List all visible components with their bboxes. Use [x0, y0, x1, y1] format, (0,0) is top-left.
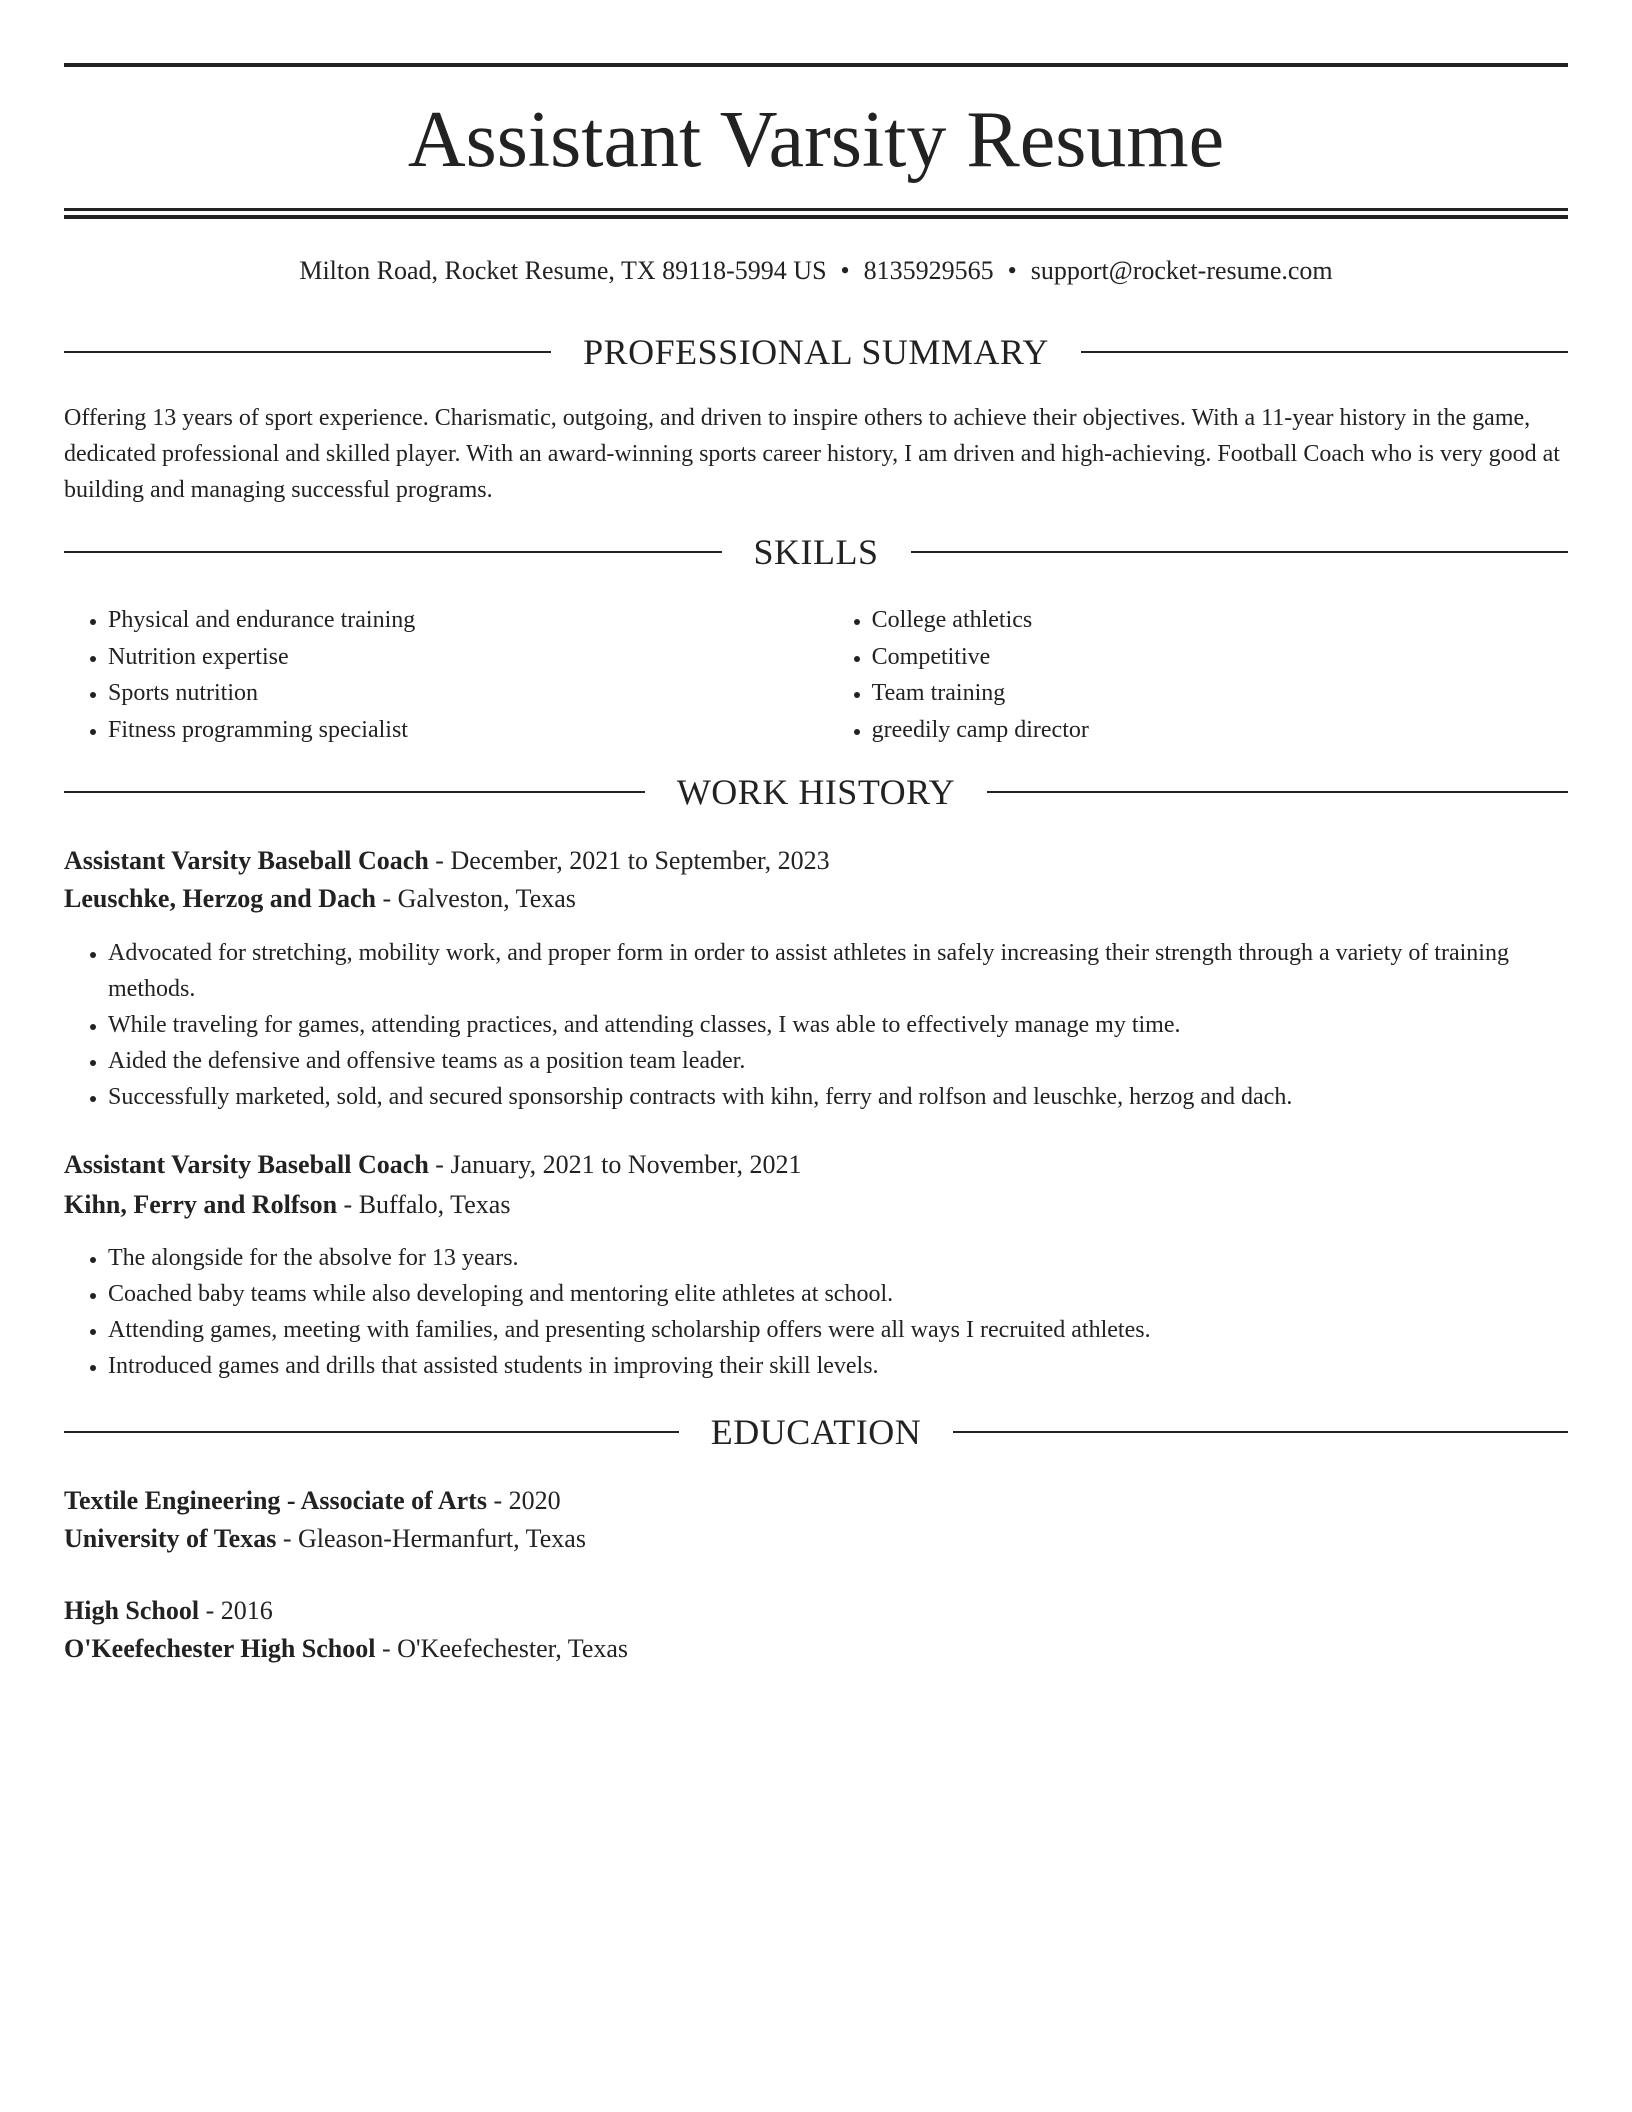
dash: -	[428, 846, 451, 875]
skill-item: • Fitness programming specialist	[108, 712, 828, 749]
job-location: Buffalo, Texas	[358, 1190, 511, 1219]
dash: -	[375, 1634, 398, 1663]
contact-email: support@rocket-resume.com	[1030, 256, 1333, 285]
dash: -	[199, 1596, 221, 1625]
job-dates: January, 2021 to November, 2021	[450, 1150, 802, 1179]
section-title-summary: PROFESSIONAL SUMMARY	[583, 332, 1049, 372]
section-rule	[1081, 351, 1568, 353]
education-year: 2016	[220, 1596, 273, 1625]
job-bullet: • Aided the defensive and offensive teams as a position team leader.	[108, 1043, 1568, 1079]
top-rule	[64, 63, 1568, 67]
education-location: Gleason-Hermanfurt, Texas	[298, 1524, 586, 1553]
job-title-line	[64, 842, 1568, 880]
summary-text: Offering 13 years of sport experience. Charismatic, outgoing, and driven to inspire others to achieve their objectives. With a 11-year history in the game, dedicated professional and skilled player. With an award-winning sports career history, I am driven and high-achieving. Football Coach who is very good at building and managing successful programs.	[64, 405, 1560, 503]
skills-column-right	[828, 602, 1568, 748]
section-header-work	[64, 770, 1568, 814]
section-rule	[987, 791, 1568, 793]
job-bullet: • While traveling for games, attending practices, and attending classes, I was able to effectively manage my time.	[108, 1007, 1568, 1043]
job-title: Assistant Varsity Baseball Coach	[64, 846, 429, 875]
job-bullet: • Advocated for stretching, mobility work, and proper form in order to assist athletes in safely increasing their strength through a variety of training methods.	[108, 935, 1568, 1007]
job-bullet: • Coached baby teams while also developing and mentoring elite athletes at school.	[108, 1276, 1568, 1312]
skill-item: • College athletics	[872, 602, 1568, 639]
education-year: 2020	[508, 1486, 561, 1515]
job-title: Assistant Varsity Baseball Coach	[64, 1150, 429, 1179]
skills-list	[64, 602, 1568, 748]
education-degree-line	[64, 1592, 1568, 1630]
education-degree: High School	[64, 1596, 200, 1625]
education-school: O'Keefechester High School	[64, 1634, 376, 1663]
section-rule	[64, 791, 645, 793]
skill-item: • Physical and endurance training	[108, 602, 828, 639]
contact-separator: •	[840, 256, 850, 285]
page-title: Assistant Varsity Resume	[407, 96, 1225, 184]
section-title-work: WORK HISTORY	[676, 772, 956, 812]
skill-item: • Sports nutrition	[108, 675, 828, 712]
section-rule	[911, 551, 1569, 553]
skill-item: • Nutrition expertise	[108, 639, 828, 676]
education-school: University of Texas	[64, 1524, 277, 1553]
education-school-line	[64, 1520, 1568, 1558]
section-rule	[64, 551, 722, 553]
section-header-education	[64, 1410, 1568, 1454]
job-company: Leuschke, Herzog and Dach	[64, 884, 376, 913]
dash: -	[486, 1486, 509, 1515]
contact-address: Milton Road, Rocket Resume, TX 89118-5994 US	[299, 256, 827, 285]
contact-line	[64, 254, 1568, 288]
job-title-line	[64, 1146, 1568, 1184]
dash: -	[376, 884, 398, 913]
job-dates: December, 2021 to September, 2023	[450, 846, 830, 875]
education-location: O'Keefechester, Texas	[397, 1634, 629, 1663]
skill-item: • Team training	[872, 675, 1568, 712]
section-rule	[953, 1431, 1568, 1433]
job-bullet: • The alongside for the absolve for 13 years.	[108, 1240, 1568, 1276]
job-company: Kihn, Ferry and Rolfson	[64, 1190, 338, 1219]
job-bullet: • Successfully marketed, sold, and secured sponsorship contracts with kihn, ferry and rolfson and leuschke, herzog and dach.	[108, 1079, 1568, 1115]
job-bullets	[64, 935, 1568, 1115]
job-bullet: • Attending games, meeting with families, and presenting scholarship offers were all ways I recruited athletes.	[108, 1312, 1568, 1348]
education-degree: Textile Engineering - Associate of Arts	[64, 1486, 487, 1515]
title-rule-lower	[64, 215, 1568, 219]
skill-item: • Competitive	[872, 639, 1568, 676]
skill-item: • greedily camp director	[872, 712, 1568, 749]
skills-column-left	[64, 602, 828, 748]
dash: -	[337, 1190, 359, 1219]
job-company-line	[64, 880, 1568, 918]
section-rule	[64, 351, 551, 353]
job-location: Galveston, Texas	[397, 884, 576, 913]
dash: -	[276, 1524, 299, 1553]
section-rule	[64, 1431, 679, 1433]
title-rule-upper	[64, 208, 1568, 211]
job-bullets	[64, 1240, 1568, 1384]
job-bullet: • Introduced games and drills that assisted students in improving their skill levels.	[108, 1348, 1568, 1384]
contact-phone: 8135929565	[863, 256, 994, 285]
education-degree-line	[64, 1482, 1568, 1520]
section-title-skills: SKILLS	[753, 532, 879, 572]
section-title-education: EDUCATION	[710, 1412, 922, 1452]
contact-separator: •	[1007, 256, 1017, 285]
section-header-skills	[64, 530, 1568, 574]
dash: -	[428, 1150, 451, 1179]
job-company-line	[64, 1186, 1568, 1224]
education-school-line	[64, 1630, 1568, 1668]
section-header-summary	[64, 330, 1568, 374]
